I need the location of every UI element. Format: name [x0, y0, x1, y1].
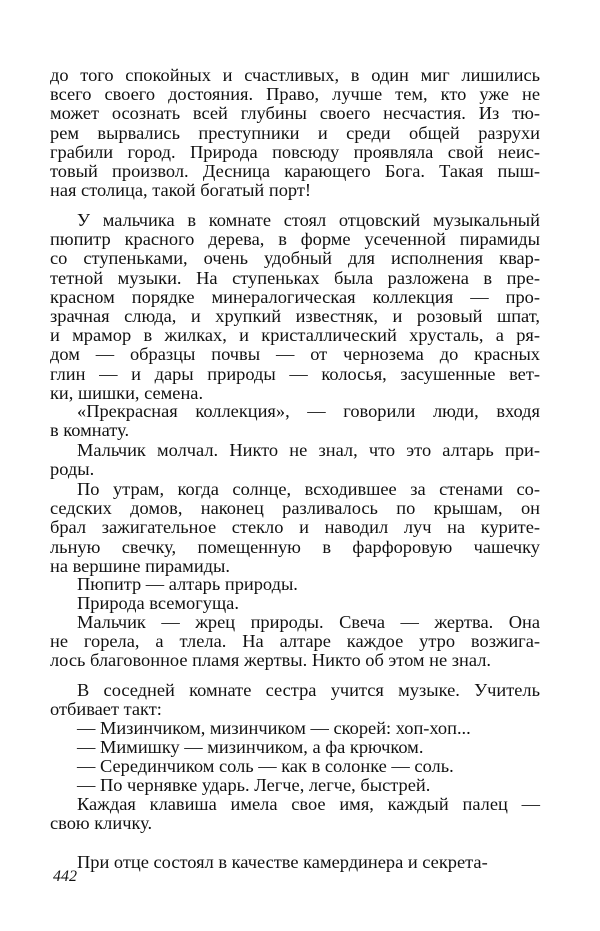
text-line: Пюпитр — алтарь природы. [77, 574, 298, 594]
paragraph [50, 594, 540, 613]
paragraph [50, 575, 540, 594]
text-line: тетной музыки. На ступеньках была разложена в пре- [50, 267, 540, 288]
text-line: льную свечку, помещенную в фарфоровую чашечку [50, 536, 540, 557]
text-line: рем вырвались преступники и среди общей разрухи [50, 122, 540, 143]
text-line: всего своего достояния. Право, лучше тем, кто уже не [50, 84, 540, 105]
text-line: — По чернявке ударь. Легче, легче, быстрей. [77, 775, 431, 795]
text-line: свою кличку. [50, 813, 153, 834]
text-line: в комнату. [50, 420, 130, 441]
text-line: «Прекрасная коллекция», — говорили люди, входя [77, 401, 540, 421]
text-line: Каждая клавиша имела свое имя, каждый палец — [77, 794, 540, 814]
text-line: на вершине пирамиды. [50, 555, 230, 576]
text-line: У мальчика в комнате стоял отцовский музыкальный [77, 210, 540, 230]
text-line: Мальчик молчал. Никто не знал, что это алтарь при- [77, 440, 540, 460]
text-line: ная столица, такой богатый порт! [50, 180, 312, 201]
paragraph [50, 738, 540, 757]
text-line: отбивает такт: [50, 699, 162, 720]
text-line: В соседней комнате сестра учится музыке. Учитель [77, 680, 540, 700]
text-line: глин — и дары природы — колосья, засушенные вет- [50, 363, 540, 384]
paragraph [50, 795, 540, 833]
text-line: товый произвол. Десница карающего Бога. Такая пыш- [50, 160, 540, 181]
text-line: Природа всемогуща. [77, 593, 239, 613]
paragraph [50, 441, 540, 479]
text-line: может осознать всей глубины своего несчастия. Из тю- [50, 103, 540, 124]
text-line: Мальчик — жрец природы. Свеча — жертва. Она [77, 612, 540, 632]
paragraph [50, 66, 540, 200]
paragraph [50, 719, 540, 738]
paragraph [50, 776, 540, 795]
text-line: пюпитр красного дерева, в форме усеченной пирамиды [50, 229, 540, 250]
text-line: — Мизинчиком, мизинчиком — скорей: хоп-хоп... [77, 718, 471, 738]
text-line: роды. [50, 459, 95, 480]
text-line: зрачная слюда, и хрупкий известняк, и розовый шпат, [50, 305, 540, 326]
text-line: — Серединчиком соль — как в солонке — соль. [77, 756, 454, 776]
paragraph [50, 402, 540, 440]
text-line: не горела, а тлела. На алтаре каждое утро возжига- [50, 631, 540, 652]
paragraph [50, 853, 540, 872]
text-line: — Мимишку — мизинчиком, а фа крючком. [77, 737, 424, 757]
text-line: до того спокойных и счастливых, в один миг лишились [50, 65, 540, 85]
paragraph [50, 211, 540, 403]
text-line: лось благовонное пламя жертвы. Никто об этом не знал. [50, 650, 491, 671]
text-line: грабили город. Природа повсюду проявляла свой неис- [50, 141, 540, 162]
page-number: 442 [53, 868, 77, 885]
paragraph [50, 681, 540, 719]
text-line: со ступеньками, очень удобный для исполнения квар- [50, 248, 540, 269]
text-line: брал зажигательное стекло и наводил луч на курите- [50, 517, 540, 538]
text-line: седских домов, наконец разливалось по крышам, он [50, 498, 540, 519]
text-line: красном порядке минералогическая коллекция — про- [50, 286, 540, 307]
text-line: и мрамор в жилках, и кристаллический хрусталь, а ря- [50, 325, 540, 346]
text-line: По утрам, когда солнце, всходившее за стенами со- [77, 479, 540, 499]
paragraph [50, 613, 540, 671]
paragraph [50, 757, 540, 776]
text-line: При отце состоял в качестве камердинера и секрета- [77, 852, 488, 872]
text-line: дом — образцы почвы — от чернозема до красных [50, 344, 540, 365]
text-line: ки, шишки, семена. [50, 382, 204, 403]
paragraph [50, 480, 540, 576]
